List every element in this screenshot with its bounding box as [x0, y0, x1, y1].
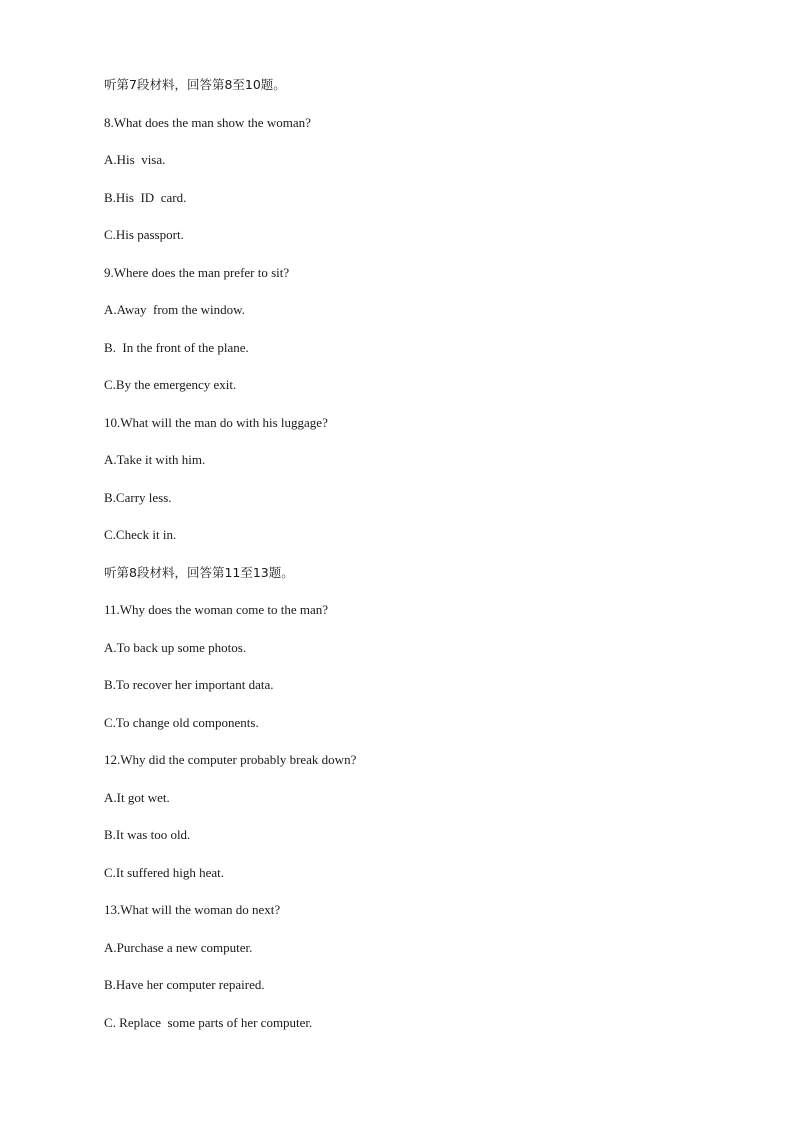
question-8: 8.What does the man show the woman?	[104, 114, 311, 130]
question-12: 12.Why did the computer probably break down?	[104, 752, 357, 767]
option-8c: C.His passport.	[104, 227, 184, 242]
option-12a: A.It got wet.	[104, 789, 170, 805]
question-10: 10.What will the man do with his luggage?	[104, 414, 328, 430]
option-11a: A.To back up some photos.	[104, 639, 247, 655]
option-11c: C.To change old components.	[104, 714, 259, 730]
option-12c: C.It suffered high heat.	[104, 864, 224, 880]
option-13a: A.Purchase a new computer.	[104, 939, 253, 955]
option-9c: C.By the emergency exit.	[104, 377, 237, 392]
question-11: 11.Why does the woman come to the man?	[104, 602, 329, 617]
option-12b: B.It was too old.	[104, 827, 191, 842]
option-9a: A.Away from the window.	[104, 302, 245, 317]
option-10c: C.Check it in.	[104, 527, 177, 542]
option-10b: B.Carry less.	[104, 489, 172, 505]
option-9b: B. In the front of the plane.	[104, 339, 249, 355]
question-13: 13.What will the woman do next?	[104, 902, 281, 917]
option-8a: A.His visa.	[104, 152, 166, 167]
option-8b: B.His ID card.	[104, 189, 187, 205]
question-9: 9.Where does the man prefer to sit?	[104, 264, 290, 280]
option-10a: A.Take it with him.	[104, 452, 206, 467]
option-13c: C. Replace some parts of her computer.	[104, 1014, 313, 1030]
document-body	[104, 76, 744, 1051]
section-heading: 听第8段材料，回答第11至13题。	[104, 564, 294, 580]
option-13b: B.Have her computer repaired.	[104, 977, 265, 992]
option-11b: B.To recover her important data.	[104, 677, 274, 692]
section-heading: 听第7段材料，回答第8至10题。	[104, 77, 286, 92]
